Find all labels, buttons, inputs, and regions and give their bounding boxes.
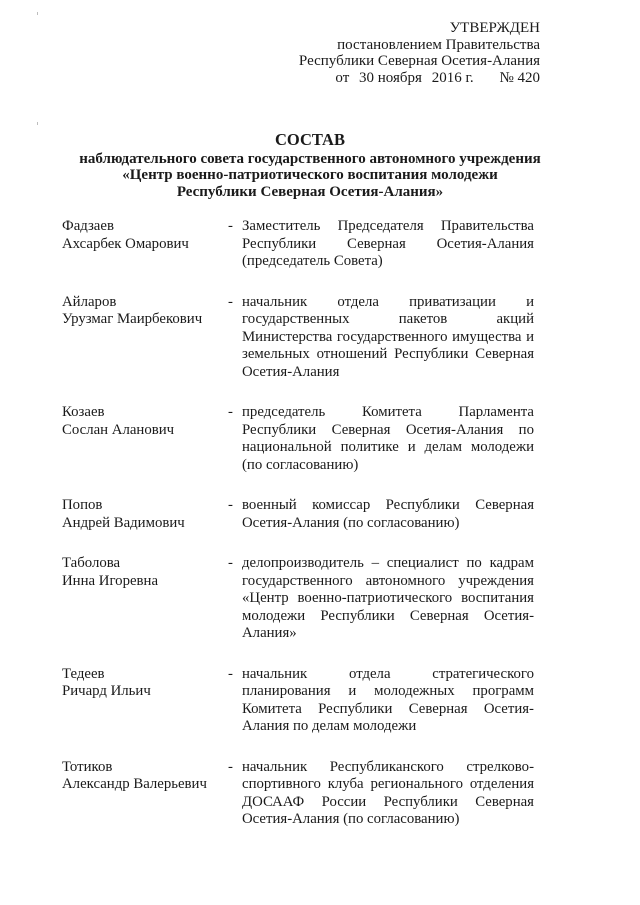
member-dash: - [228,404,233,420]
scan-mark [37,122,38,125]
member-name [62,218,228,271]
member-surname: Козаев [62,404,105,420]
member-given-name: Александр Валерьевич [62,776,207,792]
member-row [62,218,534,271]
scan-mark [37,12,38,15]
member-row [62,759,534,829]
member-dash: - [228,497,233,513]
document-title [40,132,580,200]
member-dash: - [228,758,233,775]
approval-block [299,20,540,86]
member-row [62,294,534,382]
member-dash: - [228,665,233,682]
member-given-name: Урузмаг Маирбекович [62,311,203,327]
member-given-name: Сослан Аланович [62,421,175,438]
member-surname: Таболова [62,555,121,571]
member-dash: - [228,555,233,571]
member-role: председатель Комитета Парламента Республики Северная Осетия-Алания по национальной политике и делам молодежи (по согласованию) [242,404,534,473]
member-name [62,555,228,643]
approval-line: постановлением Правительства [337,36,540,53]
member-name [62,294,228,382]
member-row [62,497,534,532]
title-line: «Центр военно-патриотического воспитания молодежи [122,167,498,184]
member-role: военный комиссар Республики Северная Осетия-Алания (по согласованию) [242,497,534,531]
member-given-name: Ричард Ильич [62,683,151,699]
approval-number: № 420 [499,69,540,86]
member-name [62,404,228,474]
member-surname: Тотиков [62,758,113,775]
member-role: делопроизводитель – специалист по кадрам государственного автономного учреждения «Центр военно-патриотического воспитания молодежи Республики Северная Осетия-Алания» [242,555,534,641]
member-dash: - [228,218,233,234]
member-given-name: Инна Игоревна [62,572,159,589]
members-list [62,218,534,829]
member-role: начальник отдела стратегического планирования и молодежных программ Комитета Республики Северная Осетия-Алания по делам молодежи [242,665,534,734]
member-row [62,555,534,643]
approval-date: 30 ноября [359,69,422,86]
approval-title: УТВЕРЖДЕН [449,20,540,36]
member-surname: Попов [62,497,103,513]
member-row [62,404,534,474]
member-row [62,666,534,736]
member-surname: Фадзаев [62,218,114,234]
member-surname: Тедеев [62,665,105,682]
member-role: начальник Республиканского стрелково-спортивного клуба регионального отделения ДОСААФ России Республики Северная Осетия-Алания (по согласованию) [242,758,534,827]
date-prefix: от [335,69,350,86]
member-name [62,759,228,829]
title-line: наблюдательного совета государственного автономного учреждения [79,150,541,167]
approval-year: 2016 г. [431,69,474,86]
approval-line: Республики Северная Осетия-Алания [298,53,540,69]
member-name [62,666,228,736]
member-surname: Айларов [62,293,117,310]
member-dash: - [228,293,233,310]
member-role: Заместитель Председателя Правительства Республики Северная Осетия-Алания (председатель Совета) [242,218,534,269]
title-line: Республики Северная Осетия-Алания» [176,183,444,200]
member-given-name: Андрей Вадимович [62,514,185,531]
title-heading: СОСТАВ [275,130,345,149]
member-given-name: Ахсарбек Омарович [62,235,189,252]
member-name [62,497,228,532]
approval-date-line [299,70,540,87]
member-role: начальник отдела приватизации и государственных пакетов акций Министерства государственного имущества и земельных отношений Республики Северная Осетия-Алания [242,293,534,380]
